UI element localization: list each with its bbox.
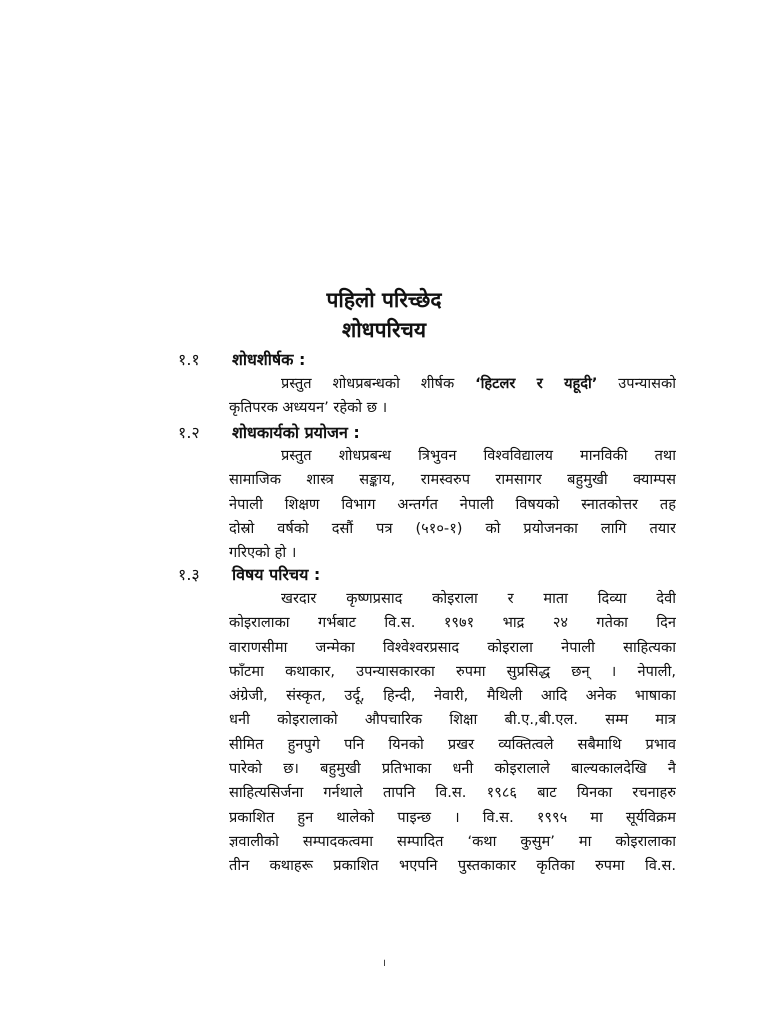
paragraph-line: सीमित हुनपुगे पनि यिनको प्रखर व्यक्तित्वले सबैमाथि प्रभाव <box>229 735 676 753</box>
section-number-1-3: १.३ <box>178 565 200 584</box>
paragraph-line: पारेको छ। बहुमुखी प्रतिभाका धनी कोइरालाले बाल्यकालदेखि नै <box>229 760 676 778</box>
paragraph-line: खरदार कृष्णप्रसाद कोइराला र माता दिव्या देवी <box>281 590 676 607</box>
paragraph-line: प्रस्तुत शोधप्रबन्ध त्रिभुवन विश्वविद्यालय मानविकी तथा <box>281 447 676 464</box>
section-paragraph-1-3 <box>229 587 676 879</box>
section-heading-1-1: शोधशीर्षक : <box>232 350 306 369</box>
paragraph-line: साहित्यसिर्जना गर्नथाले तापनि वि.स. १९८६ बाट यिनका रचनाहरु <box>229 784 676 802</box>
page-number: । <box>382 958 386 969</box>
chapter-subtitle: शोधपरिचय <box>341 318 427 342</box>
paragraph-line: अंग्रेजी, संस्कृत, उर्दू, हिन्दी, नेवारी, मैथिली आदि अनेक भाषाका <box>229 687 676 705</box>
section-paragraph-1-1 <box>229 372 676 421</box>
paragraph-line: प्रस्तुत शोधप्रबन्धको शीर्षक ‘हिटलर र यहूदी’ उपन्यासको <box>281 375 676 392</box>
thesis-title: ‘हिटलर र यहूदी’ <box>475 375 598 392</box>
paragraph-line: फाँटमा कथाकार, उपन्यासकारका रुपमा सुप्रसिद्ध छन् । नेपाली, <box>229 662 676 680</box>
paragraph-line: नेपाली शिक्षण विभाग अन्तर्गत नेपाली विषयको स्नातकोत्तर तह <box>229 495 676 513</box>
paragraph-line: दोस्रो वर्षको दसौं पत्र (५१०-१) को प्रयोजनका लागि तयार <box>229 519 676 537</box>
section-number-1-2: १.२ <box>178 423 200 442</box>
section-paragraph-1-2 <box>229 444 676 565</box>
paragraph-line: प्रकाशित हुन थालेको पाइन्छ । वि.स. १९९५ मा सूर्यविक्रम <box>229 808 676 826</box>
paragraph-line: कोइरालाका गर्भबाट वि.स. १९७१ भाद्र २४ गतेका दिन <box>229 614 676 632</box>
section-heading-1-3: विषय परिचय : <box>232 565 321 584</box>
section-number-1-1: १.१ <box>178 350 200 369</box>
paragraph-line: कृतिपरक अध्ययन’ रहेको छ । <box>229 399 388 417</box>
paragraph-line: ज्ञवालीको सम्पादकत्वमा सम्पादित ‘कथा कुसुम’ मा कोइरालाका <box>229 832 676 850</box>
paragraph-line: तीन कथाहरू प्रकाशित भएपनि पुस्तकाकार कृतिका रुपमा वि.स. <box>229 857 676 875</box>
section-heading-1-2: शोधकार्यको प्रयोजन : <box>232 423 360 442</box>
paragraph-line: धनी कोइरालाको औपचारिक शिक्षा बी.ए.,बी.एल. सम्म मात्र <box>229 711 676 729</box>
paragraph-line: वाराणसीमा जन्मेका विश्वेश्वरप्रसाद कोइराला नेपाली साहित्यका <box>229 638 676 656</box>
chapter-title: पहिलो परिच्छेद <box>326 288 442 312</box>
paragraph-line: गरिएको हो । <box>229 544 297 562</box>
paragraph-line: सामाजिक शास्त्र सङ्काय, रामस्वरुप रामसागर बहुमुखी क्याम्पस <box>229 471 676 489</box>
